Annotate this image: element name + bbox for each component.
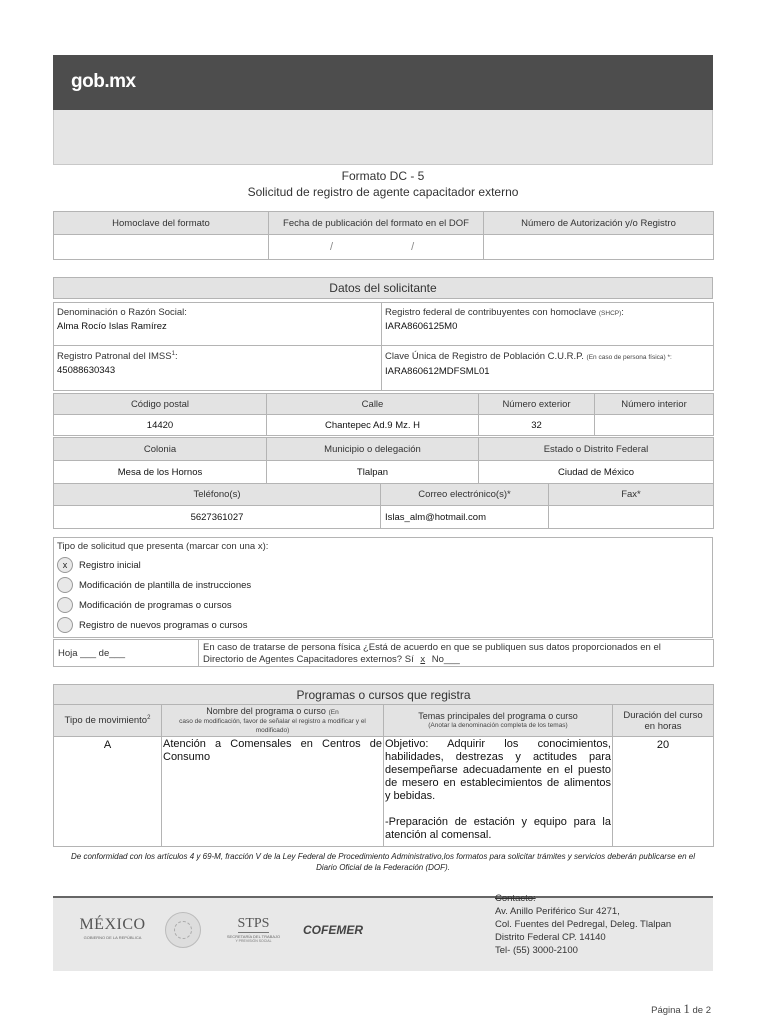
numero-autorizacion-header: Número de Autorización y/o Registro: [484, 212, 714, 235]
option-label: Registro de nuevos programas o cursos: [79, 619, 248, 631]
num-ext-value[interactable]: 32: [479, 415, 595, 436]
nombre-programa-note-b: caso de modificación, favor de señalar el registro a modificar y el modificado): [179, 717, 366, 734]
fecha-publicacion-header: Fecha de publicación del formato en el DOF: [269, 212, 484, 235]
calle-value[interactable]: Chantepec Ad.9 Mz. H: [267, 415, 479, 436]
cofemer-logo: COFEMER: [303, 923, 363, 937]
curp-note: (En caso de persona física): [586, 354, 666, 361]
tipo-movimiento-value[interactable]: A: [54, 737, 162, 847]
form-code: Formato DC - 5: [341, 169, 425, 183]
contact-table: [53, 483, 714, 529]
homoclave-field[interactable]: [54, 235, 269, 260]
num-int-value[interactable]: [595, 415, 714, 436]
mexico-logo-text: MÉXICO: [79, 916, 146, 933]
calle-header: Calle: [267, 394, 479, 415]
imss-label: Registro Patronal del IMSS: [57, 351, 172, 363]
temas-note: (Anotar la denominación completa de los temas): [428, 721, 568, 729]
option-modificacion-programas[interactable]: [57, 595, 712, 615]
programas-table: [53, 684, 714, 847]
mexico-logo: [75, 916, 150, 940]
imss-cell[interactable]: [54, 346, 382, 391]
programas-section-title: Programas o cursos que registra: [54, 685, 714, 705]
nombre-programa-note-a: (En: [328, 708, 339, 716]
fax-header: Fax*: [549, 484, 714, 506]
curp-suffix: *:: [665, 354, 672, 361]
consent-question-cont: Directorio de Agentes Capacitadores externos? Sí: [203, 653, 417, 665]
hoja-field[interactable]: Hoja ___ de___: [54, 640, 199, 667]
imss-colon: :: [174, 351, 178, 363]
stps-logo: [221, 916, 286, 943]
format-info-table: [53, 211, 714, 260]
consent-si-mark[interactable]: x: [420, 653, 426, 665]
header-sub-bar: [53, 110, 713, 165]
num-ext-header: Número exterior: [479, 394, 595, 415]
legal-note: De conformidad con los artículos 4 y 69-M, fracción V de la Ley Federal de Procedimiento Administrativo,los formatos para solicitar trámites y servicios deberán publicarse en el Diario Oficial de la Federación (DOF).: [71, 852, 695, 872]
colonia-header: Colonia: [54, 438, 267, 461]
razon-social-value: Alma Rocío Islas Ramírez: [57, 321, 167, 332]
telefono-value[interactable]: 5627361027: [54, 506, 381, 529]
option-label: Modificación de plantilla de instrucciones: [79, 579, 252, 591]
date-separator: /: [411, 241, 415, 253]
municipio-value[interactable]: Tlalpan: [267, 461, 479, 484]
tipo-solicitud-box: [53, 537, 713, 638]
num-int-header: Número interior: [595, 394, 714, 415]
temas-label: Temas principales del programa o curso: [418, 710, 578, 721]
national-seal-icon: [165, 912, 201, 948]
temas-item: -Preparación de estación y equipo para la atención al comensal.: [385, 816, 611, 841]
duracion-value[interactable]: 20: [613, 737, 714, 847]
radio-circle[interactable]: [57, 617, 73, 633]
fax-value[interactable]: [549, 506, 714, 529]
imss-footnote: 1: [171, 351, 175, 357]
rfc-value: IARA8606125M0: [385, 321, 458, 332]
consent-no-mark[interactable]: ___: [443, 653, 460, 665]
consent-cell: [199, 640, 714, 667]
tipo-movimiento-footnote: 2: [147, 714, 151, 721]
razon-social-cell[interactable]: [54, 303, 382, 346]
pagination-current: 1: [683, 1001, 690, 1016]
fecha-publicacion-field[interactable]: [269, 235, 484, 260]
footer-bar: [53, 893, 713, 971]
homoclave-header: Homoclave del formato: [54, 212, 269, 235]
pagination-prefix: Página: [651, 1005, 684, 1016]
correo-value[interactable]: Islas_alm@hotmail.com: [381, 506, 549, 529]
contact-line: Av. Anillo Periférico Sur 4271,: [495, 906, 620, 917]
rfc-colon: :: [621, 307, 624, 318]
address-table-1: [53, 393, 714, 436]
option-modificacion-plantilla[interactable]: [57, 575, 712, 595]
table-row: [54, 737, 714, 847]
radio-circle[interactable]: [57, 577, 73, 593]
pagination-suffix: de 2: [689, 1005, 711, 1016]
rfc-note: (SHCP): [598, 310, 622, 317]
option-label: Registro inicial: [79, 559, 141, 571]
nombre-programa-label: Nombre del programa o curso: [206, 705, 326, 716]
stps-logo-text: STPS: [237, 916, 270, 931]
curp-value: IARA860612MDFSML01: [385, 366, 490, 377]
option-label: Modificación de programas o cursos: [79, 599, 232, 611]
form-title: Solicitud de registro de agente capacitador externo: [247, 185, 519, 199]
solicitante-section-title: Datos del solicitante: [54, 278, 713, 299]
gobmx-logo: gob.mx: [71, 71, 136, 92]
nombre-programa-header: [162, 705, 384, 737]
gov-header-bar: [53, 55, 713, 110]
temas-value[interactable]: [384, 737, 613, 847]
estado-header: Estado o Distrito Federal: [479, 438, 714, 461]
nombre-programa-value[interactable]: Atención a Comensales en Centros de Consumo: [162, 737, 384, 847]
contact-line: Distrito Federal CP. 14140: [495, 932, 606, 943]
contact-line: Tel- (55) 3000-2100: [495, 945, 578, 956]
cp-header: Código postal: [54, 394, 267, 415]
address-table-2: [53, 437, 714, 484]
tipo-solicitud-heading: Tipo de solicitud que presenta (marcar con una x):: [57, 541, 269, 552]
pagination: [651, 1001, 711, 1017]
duracion-header: Duración del curso en horas: [613, 705, 714, 737]
radio-circle[interactable]: x: [57, 557, 73, 573]
razon-social-label: Denominación o Razón Social:: [57, 307, 187, 318]
curp-cell[interactable]: [382, 346, 714, 391]
colonia-value[interactable]: Mesa de los Hornos: [54, 461, 267, 484]
solicitante-header-table: [53, 277, 713, 299]
municipio-header: Municipio o delegación: [267, 438, 479, 461]
rfc-label: Registro federal de contribuyentes con homoclave: [385, 307, 597, 318]
curp-label: Clave Única de Registro de Población C.U.R.P.: [385, 351, 584, 362]
correo-header: Correo electrónico(s)*: [381, 484, 549, 506]
stps-logo-sub2: Y PREVISIÓN SOCIAL: [235, 939, 272, 943]
contact-title: Contacto:: [495, 893, 536, 904]
temas-header: [384, 705, 613, 737]
option-nuevos-programas[interactable]: [57, 615, 712, 635]
temas-objetivo: Objetivo: Adquirir los conocimientos, habilidades, destrezas y actitudes para desempeñarse adecuadamente en el puesto de mesero en establecimientos de alimentos y bebidas.: [385, 738, 611, 802]
radio-circle[interactable]: [57, 597, 73, 613]
mexico-logo-sub: GOBIERNO DE LA REPÚBLICA: [83, 935, 142, 940]
contact-block: [495, 892, 671, 957]
contact-line: Col. Fuentes del Pedregal, Deleg. Tlalpan: [495, 919, 672, 930]
tipo-movimiento-header: [54, 705, 162, 737]
option-registro-inicial[interactable]: [57, 555, 712, 575]
imss-value: 45088630343: [57, 365, 116, 377]
tipo-movimiento-label: Tipo de movimiento: [64, 715, 148, 727]
consent-question: En caso de tratarse de persona física ¿Está de acuerdo en que se publiquen sus datos proporcionados en el: [203, 641, 661, 653]
numero-autorizacion-field[interactable]: [484, 235, 714, 260]
rfc-cell[interactable]: [382, 303, 714, 346]
solicitante-id-table: [53, 302, 714, 391]
estado-value[interactable]: Ciudad de México: [479, 461, 714, 484]
cp-value[interactable]: 14420: [54, 415, 267, 436]
date-separator: /: [330, 241, 334, 253]
hoja-consent-table: [53, 639, 714, 667]
stps-logo-sub: SECRETARÍA DEL TRABAJO: [226, 934, 281, 939]
consent-no-label: No: [429, 653, 444, 665]
telefono-header: Teléfono(s): [54, 484, 381, 506]
